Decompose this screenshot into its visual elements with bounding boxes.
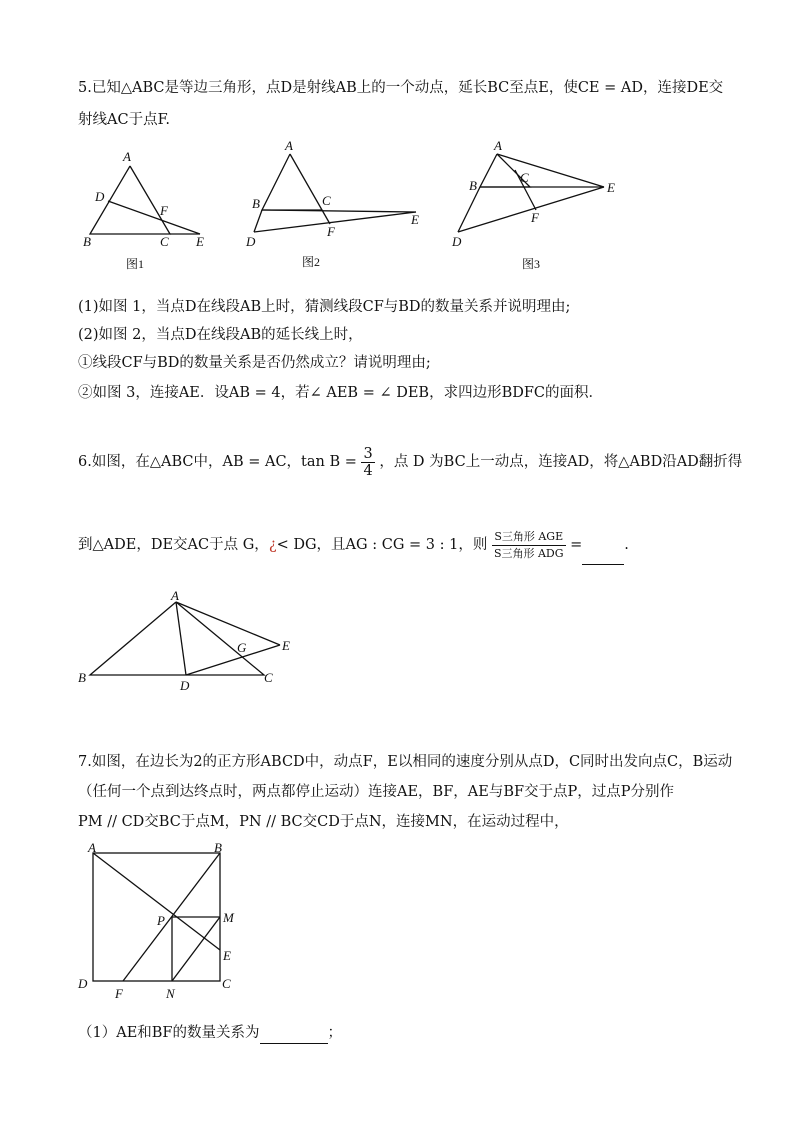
- fig2-label-C: C: [322, 193, 331, 208]
- p7-question1: [78, 1023, 342, 1044]
- fig1-label-C: C: [160, 234, 169, 249]
- p7-label-P: P: [157, 913, 165, 928]
- p7-statement-line3: PM // CD交BC于点M，PN // BC交CD于点N，连接MN，在运动过程中，: [78, 814, 569, 830]
- p7-label-E: E: [223, 948, 231, 963]
- p5-question1: (1)如图 1，当点D在线段AB上时，猜测线段CF与BD的数量关系并说明理由;: [78, 299, 571, 315]
- p5-statement-line1: 5.已知△ABC是等边三角形，点D是射线AB上的一个动点，延长BC至点E，使CE = AD，连接DE交: [78, 80, 724, 96]
- fig1-caption: 图1: [126, 257, 145, 271]
- p5-statement-line2: 射线AC于点F.: [78, 112, 170, 128]
- p6-tan-denominator: 4: [363, 462, 373, 479]
- fig1-label-E: E: [196, 234, 204, 249]
- p6-label-G: G: [237, 640, 247, 655]
- fig2-label-D: D: [246, 234, 256, 249]
- p7-label-A: A: [88, 840, 96, 855]
- p6-segment-AE: [176, 602, 280, 645]
- fig3-label-D: D: [452, 234, 462, 249]
- p7-statement-line1: 7.如图，在边长为2的正方形ABCD中，动点F，E以相同的速度分别从点D，C同时出发向点C，B运动: [78, 754, 733, 770]
- fig1-label-A: A: [123, 149, 131, 164]
- p6-segment-AD: [176, 602, 186, 675]
- p7-q1-pre: （1）AE和BF的数量关系为: [78, 1025, 260, 1041]
- fig3-label-F: F: [531, 210, 539, 225]
- p7-statement-line2: （任何一个点到达终点时，两点都停止运动）连接AE，BF，AE与BF交于点P，过点P分别作: [78, 784, 675, 800]
- p6-area-ratio: [492, 529, 566, 562]
- p5-question2: (2)如图 2，当点D在线段AB的延长线上时，: [78, 327, 363, 343]
- p6-line1-post: ，点 D 为BC上一动点，连接AD，将△ABD沿AD翻折得: [379, 454, 743, 470]
- p7-label-N: N: [166, 986, 175, 1001]
- p6-line2-mid: < DG，且AG : CG = 3 : 1，则: [276, 537, 488, 553]
- fig2-segment-DE: [254, 212, 416, 232]
- p6-line1-pre: 6.如图，在△ABC中，AB = AC，tan B =: [78, 454, 357, 470]
- fig3-caption: 图3: [522, 257, 541, 271]
- p6-tan-fraction: [361, 446, 374, 479]
- fig1-label-D: D: [95, 189, 105, 204]
- p6-ratio-numerator: S三角形 AGE: [492, 529, 566, 546]
- p7-q1-post: ；: [327, 1025, 342, 1041]
- p6-label-E: E: [282, 638, 290, 653]
- p7-label-B: B: [214, 840, 222, 855]
- fig2-label-B: B: [252, 196, 260, 211]
- p6-statement-line2: [78, 526, 629, 565]
- fig3-label-C: C: [520, 170, 529, 185]
- fig2-triangle: [262, 154, 322, 210]
- fig3-label-E: E: [607, 180, 615, 195]
- fig3-label-B: B: [469, 178, 477, 193]
- p5-question2a: ①线段CF与BD的数量关系是否仍然成立？请说明理由;: [78, 355, 431, 371]
- p6-label-D: D: [180, 678, 190, 693]
- fig2-label-F: F: [327, 224, 335, 239]
- fig3-label-A: A: [494, 138, 502, 153]
- p6-label-A: A: [171, 588, 179, 603]
- p6-ratio-denominator: S三角形 ADG: [493, 546, 564, 560]
- p6-label-C: C: [264, 670, 273, 685]
- p7-label-C: C: [222, 976, 231, 991]
- p6-line2-equals: =: [570, 537, 583, 553]
- fig2-label-E: E: [411, 212, 419, 227]
- p6-label-B: B: [78, 670, 86, 685]
- p6-line2-glyph: ¿: [268, 537, 277, 553]
- p5-question2b: ②如图 3，连接AE．设AB = 4，若∠ AEB = ∠ DEB，求四边形BDFC的面积．: [78, 385, 604, 401]
- p7-answer-blank[interactable]: [260, 1023, 328, 1044]
- fig2-ray-CF: [322, 210, 330, 224]
- fig2-ray-AD: [254, 210, 262, 232]
- fig1-label-B: B: [83, 234, 91, 249]
- p7-label-F: F: [115, 986, 123, 1001]
- fig2-caption: 图2: [302, 255, 321, 269]
- p6-line2-pre: 到△ADE，DE交AC于点 G，: [78, 537, 269, 553]
- p6-answer-blank[interactable]: [582, 526, 624, 565]
- fig3-ray-AD: [458, 187, 480, 232]
- p6-statement-line1: [78, 443, 742, 481]
- fig2-label-A: A: [285, 138, 293, 153]
- fig1-label-F: F: [160, 203, 168, 218]
- p7-segment-AE: [93, 853, 220, 950]
- p7-segment-MN: [172, 917, 220, 981]
- p7-label-M: M: [223, 910, 234, 925]
- fig2-base-BE: [262, 210, 416, 212]
- p6-line2-end: .: [624, 537, 629, 553]
- p7-label-D: D: [78, 976, 88, 991]
- p6-tan-numerator: 3: [363, 445, 373, 462]
